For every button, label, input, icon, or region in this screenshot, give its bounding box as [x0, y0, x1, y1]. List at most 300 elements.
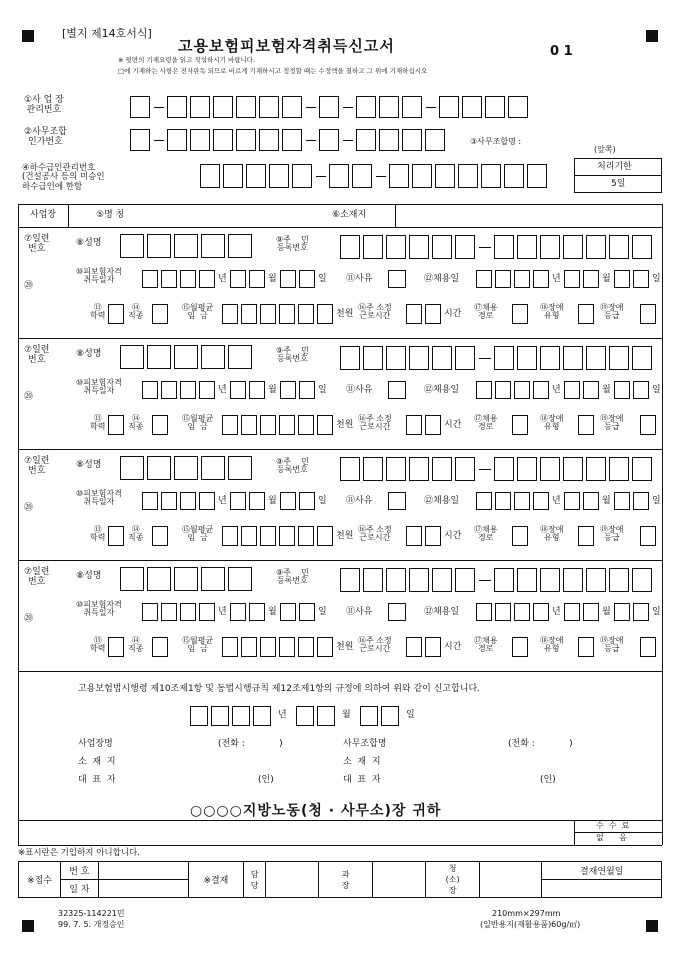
rrn-box[interactable]: [455, 457, 475, 481]
name-box[interactable]: [174, 567, 198, 591]
rrn-box[interactable]: [609, 346, 629, 370]
clerk-sign-field[interactable]: [265, 862, 318, 898]
name-box[interactable]: [120, 234, 144, 258]
separator-dash: [343, 140, 353, 141]
year-box[interactable]: [180, 492, 196, 510]
route-box[interactable]: [512, 526, 528, 546]
hour-label: 시간: [444, 531, 462, 541]
year-box[interactable]: [161, 381, 177, 399]
name-box[interactable]: [147, 345, 171, 369]
disability-type-box[interactable]: [578, 526, 594, 546]
digit-box[interactable]: [167, 96, 187, 118]
month-box[interactable]: [564, 270, 580, 288]
wage-box[interactable]: [279, 526, 295, 546]
rrn-box[interactable]: [563, 568, 583, 592]
rrn-box[interactable]: [586, 568, 606, 592]
month-label: 월: [268, 385, 277, 395]
wage-box[interactable]: [279, 637, 295, 657]
wage-box[interactable]: [298, 526, 314, 546]
rrn-box[interactable]: [586, 346, 606, 370]
digit-box[interactable]: [402, 96, 422, 118]
reason-label: ⑪사유: [346, 496, 373, 506]
digit-box[interactable]: [190, 129, 210, 151]
digit-box[interactable]: [130, 129, 150, 151]
reason-box[interactable]: [388, 603, 406, 621]
education-box[interactable]: [108, 415, 124, 435]
job-label: ⑭ 직종: [128, 525, 144, 543]
month-box[interactable]: [583, 381, 599, 399]
year-box[interactable]: [533, 270, 549, 288]
year-box[interactable]: [495, 603, 511, 621]
month-box[interactable]: [230, 492, 246, 510]
unit-label: 천원: [336, 642, 354, 652]
registration-mark: [22, 920, 34, 932]
rrn-box[interactable]: [340, 457, 360, 481]
workplace-name-field[interactable]: [180, 207, 330, 225]
frame-right: [662, 204, 663, 845]
rrn-box[interactable]: [540, 568, 560, 592]
rrn-box[interactable]: [409, 235, 429, 259]
route-box[interactable]: [512, 637, 528, 657]
day-box[interactable]: [299, 270, 315, 288]
year-box[interactable]: [180, 603, 196, 621]
digit-box[interactable]: [130, 96, 150, 118]
rrn-box[interactable]: [386, 457, 406, 481]
hours-box[interactable]: [406, 526, 422, 546]
wage-box[interactable]: [279, 304, 295, 324]
route-box[interactable]: [512, 415, 528, 435]
year-box[interactable]: [533, 492, 549, 510]
year-box[interactable]: [161, 603, 177, 621]
wage-box[interactable]: [241, 415, 257, 435]
separator-dash: [343, 107, 353, 108]
rrn-box[interactable]: [563, 346, 583, 370]
disability-grade-box[interactable]: [640, 637, 656, 657]
hours-box[interactable]: [406, 637, 422, 657]
day-box[interactable]: [614, 603, 630, 621]
year-box[interactable]: [253, 706, 271, 726]
digit-box[interactable]: [485, 96, 505, 118]
month-box[interactable]: [249, 492, 265, 510]
digit-box[interactable]: [435, 164, 455, 188]
digit-box[interactable]: [379, 96, 399, 118]
job-box[interactable]: [152, 304, 168, 324]
rrn-label: ⑨주 민 등록번호: [276, 235, 309, 253]
day-label: 일: [652, 496, 661, 506]
rrn-box[interactable]: [586, 457, 606, 481]
reason-box[interactable]: [388, 270, 406, 288]
rrn-box[interactable]: [409, 346, 429, 370]
digit-box[interactable]: [504, 164, 524, 188]
route-box[interactable]: [512, 304, 528, 324]
name-box[interactable]: [147, 456, 171, 480]
rrn-box[interactable]: [609, 568, 629, 592]
rrn-box[interactable]: [363, 235, 383, 259]
month-box[interactable]: [249, 603, 265, 621]
wage-box[interactable]: [222, 304, 238, 324]
rrn-box[interactable]: [540, 457, 560, 481]
name-box[interactable]: [147, 567, 171, 591]
rrn-box[interactable]: [609, 457, 629, 481]
digit-box[interactable]: [425, 129, 445, 151]
month-label: 월: [268, 496, 277, 506]
deadline-label-cell: 처리기한: [574, 158, 662, 176]
name-box[interactable]: [120, 456, 144, 480]
year-box[interactable]: [142, 603, 158, 621]
head-sign-field[interactable]: [479, 862, 542, 898]
rrn-label: ⑨주 민 등록번호: [276, 568, 309, 586]
wage-box[interactable]: [260, 637, 276, 657]
education-box[interactable]: [108, 304, 124, 324]
year-box[interactable]: [476, 270, 492, 288]
rrn-box[interactable]: [432, 346, 452, 370]
year-box[interactable]: [476, 492, 492, 510]
year-box[interactable]: [533, 381, 549, 399]
job-box[interactable]: [152, 637, 168, 657]
head-label: 청 (소) 장: [426, 862, 479, 898]
rrn-box[interactable]: [494, 457, 514, 481]
rrn-box[interactable]: [363, 346, 383, 370]
receipt-date-field[interactable]: [98, 880, 188, 898]
hours-box[interactable]: [425, 526, 441, 546]
workplace-address-field[interactable]: [398, 207, 658, 225]
year-box[interactable]: [199, 270, 215, 288]
digit-box[interactable]: [319, 129, 339, 151]
separator-dash: [154, 140, 164, 141]
digit-box[interactable]: [458, 164, 478, 188]
route-label: ⑰채용 경로: [474, 525, 498, 543]
month-box[interactable]: [317, 706, 335, 726]
rrn-box[interactable]: [632, 235, 652, 259]
wage-box[interactable]: [241, 637, 257, 657]
paper-size: 210mm×297mm: [492, 909, 561, 918]
rrn-box[interactable]: [455, 235, 475, 259]
year-label: 년: [552, 607, 561, 617]
name-box[interactable]: [228, 234, 252, 258]
day-label: 일: [406, 710, 415, 720]
digit-box[interactable]: [356, 129, 376, 151]
day-label: 일: [318, 496, 327, 506]
year-box[interactable]: [495, 492, 511, 510]
digit-box[interactable]: [190, 96, 210, 118]
day-label: 일: [318, 607, 327, 617]
wage-box[interactable]: [317, 304, 333, 324]
rrn-box[interactable]: [517, 457, 537, 481]
rrn-box[interactable]: [563, 457, 583, 481]
name-label: ⑧성명: [76, 571, 102, 581]
name-box[interactable]: [201, 456, 225, 480]
day-box[interactable]: [614, 381, 630, 399]
wage-box[interactable]: [317, 526, 333, 546]
divider: [18, 338, 662, 339]
name-box[interactable]: [120, 567, 144, 591]
rrn-box[interactable]: [455, 346, 475, 370]
digit-box[interactable]: [223, 164, 243, 188]
wage-box[interactable]: [298, 304, 314, 324]
rrn-box[interactable]: [455, 568, 475, 592]
name-box[interactable]: [201, 345, 225, 369]
rrn-box[interactable]: [540, 235, 560, 259]
route-label: ⑰채용 경로: [474, 414, 498, 432]
year-box[interactable]: [199, 381, 215, 399]
day-box[interactable]: [633, 603, 649, 621]
rrn-box[interactable]: [609, 235, 629, 259]
year-box[interactable]: [476, 603, 492, 621]
wage-box[interactable]: [279, 415, 295, 435]
job-box[interactable]: [152, 415, 168, 435]
year-box[interactable]: [514, 492, 530, 510]
approval-label: ※결재: [188, 862, 244, 898]
instruction-note: ※ 뒷면의 기재요령을 읽고 작성하시기 바랍니다.: [118, 56, 256, 64]
wage-box[interactable]: [298, 415, 314, 435]
digit-box[interactable]: [236, 96, 256, 118]
disability-type-box[interactable]: [578, 304, 594, 324]
digit-box[interactable]: [292, 164, 312, 188]
day-box[interactable]: [299, 603, 315, 621]
year-box[interactable]: [495, 270, 511, 288]
name-box[interactable]: [174, 345, 198, 369]
year-box[interactable]: [232, 706, 250, 726]
digit-box[interactable]: [167, 129, 187, 151]
name-box[interactable]: [228, 567, 252, 591]
rrn-box[interactable]: [632, 346, 652, 370]
month-box[interactable]: [583, 603, 599, 621]
separator-dash: [479, 247, 491, 248]
day-box[interactable]: [360, 706, 378, 726]
receipt-number-field[interactable]: [98, 862, 188, 880]
wage-box[interactable]: [317, 415, 333, 435]
year-box[interactable]: [533, 603, 549, 621]
year-box[interactable]: [211, 706, 229, 726]
digit-box[interactable]: [329, 164, 349, 188]
year-box[interactable]: [495, 381, 511, 399]
month-box[interactable]: [583, 492, 599, 510]
rrn-box[interactable]: [386, 346, 406, 370]
digit-box[interactable]: [259, 96, 279, 118]
year-box[interactable]: [142, 492, 158, 510]
digit-box[interactable]: [282, 129, 302, 151]
rrn-box[interactable]: [386, 568, 406, 592]
month-box[interactable]: [230, 603, 246, 621]
year-box[interactable]: [190, 706, 208, 726]
digit-box[interactable]: [481, 164, 501, 188]
month-box[interactable]: [564, 381, 580, 399]
digit-box[interactable]: [259, 129, 279, 151]
wage-box[interactable]: [260, 415, 276, 435]
day-box[interactable]: [280, 603, 296, 621]
digit-box[interactable]: [508, 96, 528, 118]
digit-box[interactable]: [213, 96, 233, 118]
year-box[interactable]: [180, 270, 196, 288]
day-box[interactable]: [280, 492, 296, 510]
rrn-box[interactable]: [494, 235, 514, 259]
wage-box[interactable]: [260, 304, 276, 324]
name-box[interactable]: [228, 456, 252, 480]
disability-grade-box[interactable]: [640, 415, 656, 435]
day-box[interactable]: [633, 270, 649, 288]
year-box[interactable]: [199, 492, 215, 510]
digit-box[interactable]: [246, 164, 266, 188]
digit-box[interactable]: [319, 96, 339, 118]
digit-box[interactable]: [356, 96, 376, 118]
rrn-box[interactable]: [432, 457, 452, 481]
serial-marker: ⑳: [24, 392, 34, 402]
rrn-box[interactable]: [432, 568, 452, 592]
wage-box[interactable]: [222, 637, 238, 657]
rrn-box[interactable]: [340, 568, 360, 592]
day-box[interactable]: [614, 492, 630, 510]
section-sign-field[interactable]: [372, 862, 425, 898]
disability-grade-label: ⑲장애 등급: [600, 303, 624, 321]
name-box[interactable]: [174, 234, 198, 258]
digit-box[interactable]: [379, 129, 399, 151]
wage-box[interactable]: [317, 637, 333, 657]
month-box[interactable]: [230, 381, 246, 399]
representative-label: 대 표 자: [343, 775, 381, 785]
rrn-box[interactable]: [563, 235, 583, 259]
rrn-box[interactable]: [432, 235, 452, 259]
day-box[interactable]: [614, 270, 630, 288]
acq-date-label: ⑩피보험자격 취득일자: [76, 267, 122, 285]
year-box[interactable]: [199, 603, 215, 621]
day-box[interactable]: [633, 381, 649, 399]
day-box[interactable]: [280, 270, 296, 288]
rrn-box[interactable]: [632, 568, 652, 592]
year-box[interactable]: [142, 270, 158, 288]
rrn-box[interactable]: [494, 568, 514, 592]
rrn-box[interactable]: [494, 346, 514, 370]
digit-box[interactable]: [527, 164, 547, 188]
approval-date-label: 결재연월일: [542, 862, 662, 880]
year-box[interactable]: [514, 270, 530, 288]
digit-box[interactable]: [213, 129, 233, 151]
day-box[interactable]: [633, 492, 649, 510]
digit-box[interactable]: [269, 164, 289, 188]
rrn-box[interactable]: [386, 235, 406, 259]
digit-box[interactable]: [352, 164, 372, 188]
rrn-box[interactable]: [363, 457, 383, 481]
form-code: 0 1: [550, 44, 573, 59]
name-box[interactable]: [201, 567, 225, 591]
representative-label: 대 표 자: [78, 775, 116, 785]
reason-box[interactable]: [388, 492, 406, 510]
digit-box[interactable]: [282, 96, 302, 118]
digit-box[interactable]: [462, 96, 482, 118]
disability-grade-box[interactable]: [640, 304, 656, 324]
separator-dash: [154, 107, 164, 108]
wage-box[interactable]: [241, 304, 257, 324]
day-box[interactable]: [381, 706, 399, 726]
wage-box[interactable]: [260, 526, 276, 546]
disability-type-box[interactable]: [578, 637, 594, 657]
rrn-box[interactable]: [632, 457, 652, 481]
digit-box[interactable]: [389, 164, 409, 188]
month-box[interactable]: [249, 270, 265, 288]
divider: [18, 560, 662, 561]
education-box[interactable]: [108, 637, 124, 657]
fee-value: 없 음: [596, 833, 627, 842]
year-box[interactable]: [514, 381, 530, 399]
year-box[interactable]: [514, 603, 530, 621]
digit-box[interactable]: [402, 129, 422, 151]
disability-grade-box[interactable]: [640, 526, 656, 546]
year-box[interactable]: [161, 270, 177, 288]
serial-label: ⑦일련 번호: [24, 234, 50, 254]
hours-box[interactable]: [406, 415, 422, 435]
wage-box[interactable]: [298, 637, 314, 657]
disability-type-box[interactable]: [578, 415, 594, 435]
receipt-label: ※접수: [19, 862, 61, 898]
name-box[interactable]: [120, 345, 144, 369]
reason-box[interactable]: [388, 381, 406, 399]
hours-box[interactable]: [425, 304, 441, 324]
wage-box[interactable]: [241, 526, 257, 546]
month-box[interactable]: [230, 270, 246, 288]
rrn-box[interactable]: [517, 235, 537, 259]
year-label: 년: [218, 607, 227, 617]
separator-dash: [306, 107, 316, 108]
month-box[interactable]: [583, 270, 599, 288]
hire-date-label: ⑫채용일: [424, 385, 460, 395]
rrn-box[interactable]: [540, 346, 560, 370]
name-box[interactable]: [228, 345, 252, 369]
rrn-box[interactable]: [409, 457, 429, 481]
wage-box[interactable]: [222, 526, 238, 546]
day-box[interactable]: [299, 381, 315, 399]
job-box[interactable]: [152, 526, 168, 546]
wage-box[interactable]: [222, 415, 238, 435]
hours-box[interactable]: [406, 304, 422, 324]
month-box[interactable]: [564, 603, 580, 621]
rrn-box[interactable]: [340, 235, 360, 259]
year-label: 년: [218, 385, 227, 395]
education-box[interactable]: [108, 526, 124, 546]
day-box[interactable]: [299, 492, 315, 510]
address-label: 소 재 지: [343, 757, 381, 767]
approval-date-field[interactable]: [542, 880, 662, 898]
rrn-box[interactable]: [409, 568, 429, 592]
rrn-box[interactable]: [340, 346, 360, 370]
digit-box[interactable]: [200, 164, 220, 188]
month-label: 월: [602, 496, 611, 506]
reason-label: ⑪사유: [346, 274, 373, 284]
rrn-box[interactable]: [586, 235, 606, 259]
rrn-box[interactable]: [363, 568, 383, 592]
address-label: 소 재 지: [78, 757, 116, 767]
hours-box[interactable]: [425, 637, 441, 657]
digit-box[interactable]: [412, 164, 432, 188]
rrn-box[interactable]: [517, 346, 537, 370]
day-box[interactable]: [280, 381, 296, 399]
digit-box[interactable]: [236, 129, 256, 151]
rrn-box[interactable]: [517, 568, 537, 592]
month-box[interactable]: [564, 492, 580, 510]
year-box[interactable]: [476, 381, 492, 399]
name-box[interactable]: [201, 234, 225, 258]
unit-label: 천원: [336, 420, 354, 430]
hours-box[interactable]: [425, 415, 441, 435]
month-box[interactable]: [296, 706, 314, 726]
year-box[interactable]: [142, 381, 158, 399]
digit-box[interactable]: [439, 96, 459, 118]
receipt-table: [18, 861, 662, 898]
name-box[interactable]: [174, 456, 198, 480]
name-box[interactable]: [147, 234, 171, 258]
month-box[interactable]: [249, 381, 265, 399]
year-box[interactable]: [180, 381, 196, 399]
day-label: 일: [652, 607, 661, 617]
year-box[interactable]: [161, 492, 177, 510]
